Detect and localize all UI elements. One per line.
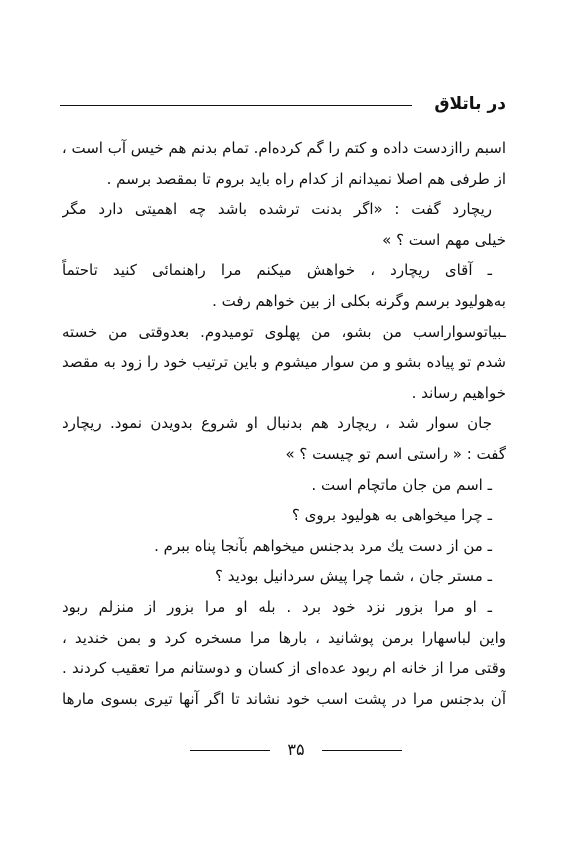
text-line: ـ مستر جان ، شما چرا پیش سردانیل بودید ؟ (215, 567, 492, 586)
text-line: از طرفی هم اصلا نمیدانم از کدام راه باید بروم تا بمقصد برسم . (106, 169, 506, 188)
text-line: ـ او مرا بزور نزد خود برد . بله او مرا بزور از منزلم ربود (62, 597, 492, 616)
text-line: آن بدجنس مرا در پشت اسب خود نشاند تا اگر آنها تیری بسوی مارها (62, 689, 506, 708)
footer-rule-right (322, 750, 402, 751)
page-footer (190, 738, 402, 762)
text-line: ـ اسم من جان ماتچام است . (311, 475, 492, 494)
text-line: خیلی مهم است ؟ » (382, 230, 506, 249)
header-rule (60, 105, 412, 106)
footer-rule-left (190, 750, 270, 751)
page-number: ۳۵ (287, 740, 305, 759)
text-line: ـ آقای ریچارد ، خواهش میکنم مرا راهنمائی کنید تاحتماً (62, 261, 492, 280)
text-line: وقتی مرا از خانه ام ربود عده‌ای از کسان و دوستانم مرا تعقیب کردند . (62, 659, 506, 678)
text-line: گفت : « راستی اسم تو چیست ؟ » (285, 444, 506, 463)
text-line: واین لباسهارا برمن پوشانید ، بارها مرا مسخره کرد و بمن خندید ، (62, 628, 506, 647)
running-header (60, 90, 506, 118)
text-line: اسبم راازدست داده و کتم را گم کرده‌ام. تمام بدنم هم خیس آب است ، (62, 139, 506, 157)
body-text (62, 133, 506, 714)
text-line: شدم تو پیاده بشو و من سوار میشوم و باین ترتیب خود را زود به مقصد (62, 353, 506, 372)
running-header-title: در باتلاق (434, 94, 506, 114)
text-line: ریچارد گفت : «اگر بدنت ترشده باشد چه اهمیتی دارد مگر (62, 200, 492, 219)
text-line: خواهیم رساند . (411, 383, 506, 402)
text-line: به‌هولیود برسم وگرنه بکلی از بین خواهم رفت . (212, 291, 506, 310)
text-line: ـ چرا میخواهی به هولیود بروی ؟ (291, 506, 492, 525)
text-line: جان سوار شد ، ریچارد هم بدنبال او شروع بدویدن نمود. ریچارد (62, 414, 492, 433)
text-line: ـ من از دست یك مرد بدجنس میخواهم بآنجا پناه ببرم . (154, 536, 492, 555)
text-line: ـبیاتوسواراسب من بشو، من پهلوی تومیدوم. بعدوقتی من خسته (62, 322, 506, 341)
